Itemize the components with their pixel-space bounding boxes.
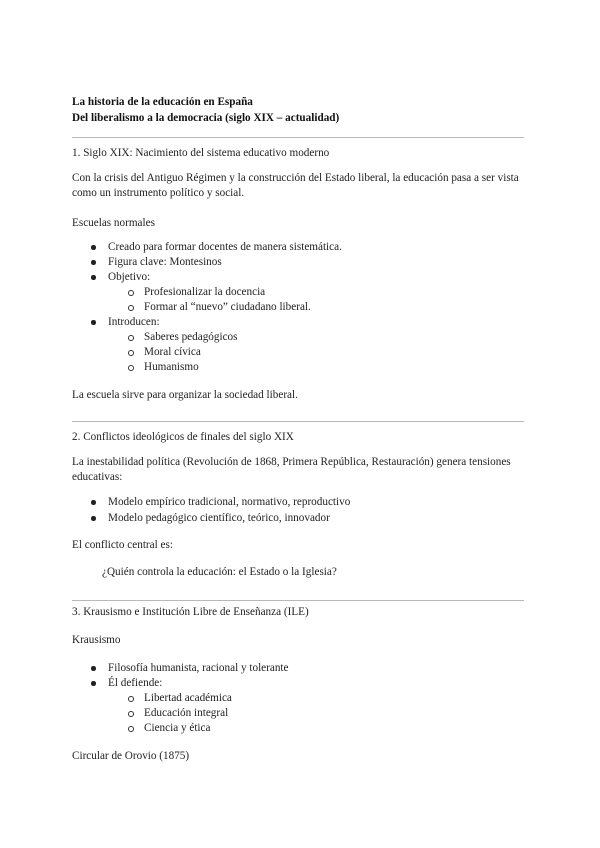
divider-3: [72, 600, 524, 601]
bullet-circle-icon: [128, 350, 134, 356]
divider-1: [72, 137, 524, 138]
section1-intro-line1: Con la crisis del Antiguo Régimen y la construcción del Estado liberal, la educación pasa a ser vista: [72, 172, 519, 184]
list-item: Formar al “nuevo” ciudadano liberal.: [144, 301, 311, 313]
bullet-dot-icon: [91, 666, 96, 671]
list-item: Creado para formar docentes de manera sistemática.: [108, 241, 342, 253]
list-item: Libertad académica: [144, 692, 232, 704]
document-subtitle: Del liberalismo a la democracia (siglo XIX – actualidad): [72, 112, 340, 124]
section1-intro-line2: como un instrumento político y social.: [72, 187, 245, 199]
list-item: Profesionalizar la docencia: [144, 286, 266, 298]
bullet-dot-icon: [91, 516, 96, 521]
list-item: Introducen:: [108, 316, 160, 328]
list-item: Él defiende:: [108, 677, 163, 689]
list-item: Objetivo:: [108, 271, 151, 283]
list-item: Figura clave: Montesinos: [108, 256, 222, 268]
section1-closing: La escuela sirve para organizar la sociedad liberal.: [72, 389, 298, 401]
section3-heading: 3. Krausismo e Institución Libre de Enseñanza (ILE): [72, 606, 309, 618]
list-item: Filosofía humanista, racional y tolerante: [108, 662, 289, 674]
bullet-circle-icon: [128, 365, 134, 371]
bullet-dot-icon: [91, 500, 96, 505]
bullet-circle-icon: [128, 305, 134, 311]
list-item: Moral cívica: [144, 346, 201, 358]
section2-heading: 2. Conflictos ideológicos de finales del siglo XIX: [72, 431, 294, 443]
list-item: Modelo pedagógico científico, teórico, innovador: [108, 512, 330, 524]
section2-question: ¿Quién controla la educación: el Estado o la Iglesia?: [102, 566, 337, 578]
bullet-circle-icon: [128, 696, 134, 702]
bullet-circle-icon: [128, 290, 134, 296]
divider-2: [72, 421, 524, 422]
list-item: Educación integral: [144, 707, 229, 719]
section1-subheading: Escuelas normales: [72, 217, 155, 229]
section2-intro-line1: La inestabilidad política (Revolución de 1868, Primera República, Restauración) genera tensiones: [72, 456, 511, 468]
document-title: La historia de la educación en España: [72, 96, 253, 108]
bullet-dot-icon: [91, 260, 96, 265]
section1-heading: 1. Siglo XIX: Nacimiento del sistema educativo moderno: [72, 147, 330, 159]
list-item: Saberes pedagógicos: [144, 331, 238, 343]
list-item: Humanismo: [144, 361, 199, 373]
section3-closing: Circular de Orovio (1875): [72, 750, 190, 762]
section2-conflict-label: El conflicto central es:: [72, 539, 173, 551]
bullet-dot-icon: [91, 681, 96, 686]
section2-intro-line2: educativas:: [72, 471, 123, 483]
section3-subheading: Krausismo: [72, 634, 121, 646]
list-item: Ciencia y ética: [144, 722, 211, 734]
bullet-dot-icon: [91, 275, 96, 280]
bullet-dot-icon: [91, 320, 96, 325]
bullet-circle-icon: [128, 711, 134, 717]
bullet-circle-icon: [128, 726, 134, 732]
list-item: Modelo empírico tradicional, normativo, reproductivo: [108, 496, 351, 508]
bullet-circle-icon: [128, 335, 134, 341]
bullet-dot-icon: [91, 245, 96, 250]
